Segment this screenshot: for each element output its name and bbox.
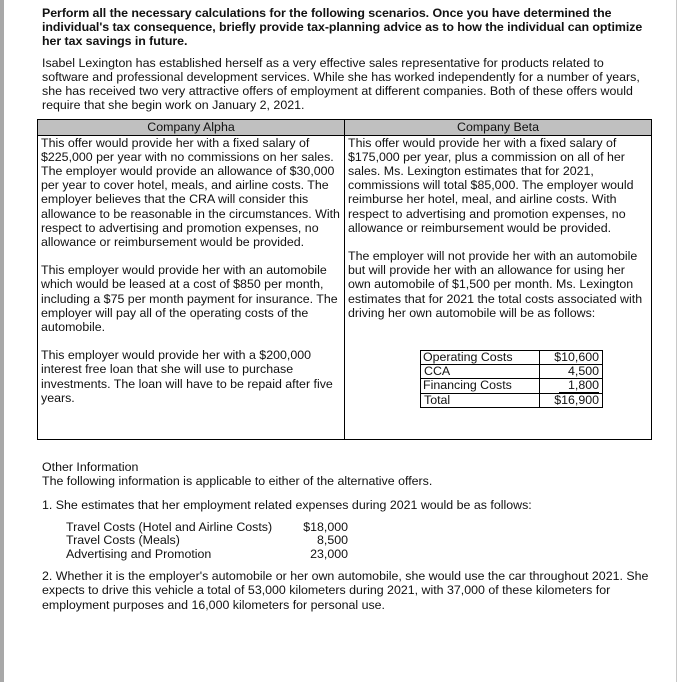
expense-row	[66, 548, 348, 562]
expense-label: Advertising and Promotion	[66, 546, 212, 561]
auto-cost-amount: 1,800	[559, 379, 599, 393]
beta-automobile-paragraph: The employer will not provide her with an automobile but will provide her with an allowance for using her own automobile of $1,500 per month. Ms. Lexington estimates that for 2021 the total costs associated with driving her own automobile will be as follows:	[348, 249, 643, 320]
instructions-text: Perform all the necessary calculations for the following scenarios. Once you have determined the individual's tax consequence, briefly provide tax-planning advice as to how the individual can optimize her tax savings in future.	[42, 6, 643, 49]
alpha-salary-paragraph: This offer would provide her with a fixed salary of $225,000 per year with no commissions on her sales. The employer would provide an allowance of $30,000 per year to cover hotel, meals, and airline costs. The employer believes that the CRA will consider this allowance to be reasonable in the circumstances. With respect to advertising and promotion expenses, no allowance or reimbursement would be provided.	[41, 135, 340, 250]
auto-cost-label: Financing Costs	[421, 379, 540, 394]
expense-amount: 8,500	[316, 533, 348, 548]
auto-cost-label: CCA	[421, 365, 540, 379]
auto-cost-row	[421, 365, 603, 379]
expense-label: Travel Costs (Hotel and Airline Costs)	[66, 519, 273, 534]
auto-cost-row	[421, 379, 603, 394]
expense-amount: 23,000	[310, 546, 348, 561]
company-beta-cell	[345, 135, 652, 439]
header-company-beta: Company Beta	[345, 120, 652, 135]
other-information-subtitle: The following information is applicable to either of the alternative offers.	[42, 474, 433, 489]
offers-table-header-row	[38, 120, 652, 135]
window-left-frame	[0, 0, 4, 682]
header-company-alpha: Company Alpha	[38, 120, 345, 135]
window-right-edge	[676, 0, 677, 682]
offers-table-body-row	[38, 135, 652, 439]
auto-cost-label: Total	[421, 394, 540, 408]
company-alpha-cell	[38, 135, 345, 439]
expenses-table	[66, 521, 348, 562]
offers-table	[37, 119, 652, 440]
expense-amount: $18,000	[303, 519, 348, 534]
auto-cost-amount: $10,600	[540, 351, 603, 365]
document-page	[42, 6, 652, 620]
other-info-item-1: 1. She estimates that her employment related expenses during 2021 would be as follows:	[42, 498, 532, 513]
expense-label: Travel Costs (Meals)	[66, 533, 180, 548]
beta-salary-paragraph: This offer would provide her with a fixed salary of $175,000 per year, plus a commission on all of her sales. Ms. Lexington estimates that for 2021, commissions will total $85,000. The employer would reimburse her hotel, meal, and airline costs. With respect to advertising and promotion expenses, no allowance or reimbursement would be provided.	[348, 135, 634, 235]
alpha-loan-paragraph: This employer would provide her with a $200,000 interest free loan that she will use to purchase investments. The loan will have to be repaid after five years.	[41, 348, 333, 405]
auto-cost-label: Operating Costs	[421, 351, 540, 365]
auto-cost-row	[421, 351, 603, 365]
expense-row	[66, 534, 348, 548]
expense-row	[66, 521, 348, 535]
auto-cost-amount: 4,500	[540, 365, 603, 379]
other-information-heading: Other Information	[42, 460, 139, 475]
auto-cost-total-amount: $16,900	[540, 394, 603, 408]
intro-paragraph: Isabel Lexington has established herself as a very effective sales representative for products related to software and professional development services. While she has worked independently for a number of years, she has received two very attractive offers of employment at different companies. Both of these offers would require that she begin work on January 2, 2021.	[42, 55, 640, 113]
auto-costs-table	[420, 350, 603, 408]
auto-cost-total-row	[421, 394, 603, 408]
other-info-item-2: 2. Whether it is the employer's automobile or her own automobile, she would use the car throughout 2021. She expects to drive this vehicle a total of 53,000 kilometers during 2021, with 37,000 of these kilometers for employment purposes and 16,000 kilometers for personal use.	[42, 569, 649, 612]
alpha-automobile-paragraph: This employer would provide her with an automobile which would be leased at a cost of $850 per month, including a $75 per month payment for insurance. The employer will pay all of the operating costs of the automobile.	[41, 263, 338, 335]
